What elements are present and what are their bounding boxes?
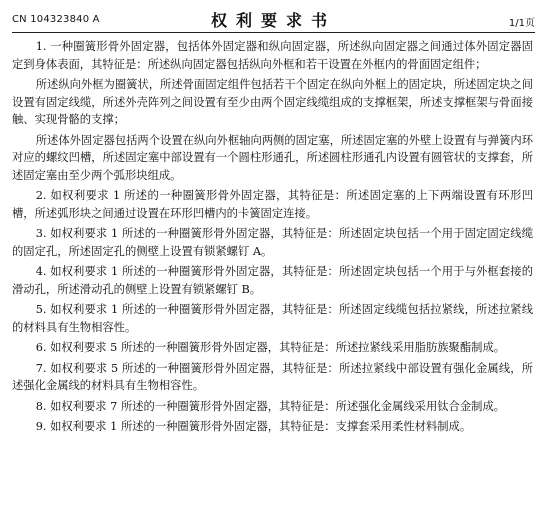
claim-9: 9. 如权利要求 1 所述的一种圈簧形骨外固定器，其特征是：支撑套采用柔性材料制成。 [35,420,472,433]
claim-1-paragraph: 所述纵向外框为圈簧状，所述骨面固定组件包括若干个固定在纵向外框上的固定块，所述固定块之间设置有固定线缆，所述外壳阵列之间设置有至少由两个固定线缆组成的支撑框架，所述支撑框架与骨面接触、实现骨骼的支撑； [12,78,533,126]
page-header [12,8,535,30]
claim-8: 8. 如权利要求 7 所述的一种圈簧形骨外固定器，其特征是：所述强化金属线采用钛合金制成。 [35,399,506,413]
claims-body [12,38,533,439]
claim-2: 2. 如权利要求 1 所述的一种圈簧形骨外固定器，其特征是：所述固定塞的上下两端设置有环形凹槽，所述弧形块之间通过设置在环形凹槽内的卡簧固定连接。 [12,189,533,220]
publication-number: CN 104323840 A [12,14,100,25]
claim-5: 5. 如权利要求 1 所述的一种圈簧形骨外固定器，其特征是：所述固定线缆包括拉紧线，所述拉紧线的材料具有生物相容性。 [12,303,533,334]
header-rule [12,32,535,33]
claim-1-paragraph: 1. 一种圈簧形骨外固定器，包括体外固定器和纵向固定器，所述纵向固定器之间通过体外固定器固定到身体表面，其特征是：所述纵向固定器包括纵向外框和若干设置在外框内的骨面固定组件； [12,40,533,71]
claim-3: 3. 如权利要求 1 所述的一种圈簧形骨外固定器，其特征是：所述固定块包括一个用于固定固定线缆的固定孔，所述固定孔的侧壁上设置有锁紧螺钉 A。 [12,227,533,258]
claim-7: 7. 如权利要求 5 所述的一种圈簧形骨外固定器，其特征是：所述拉紧线中部设置有强化金属线，所述强化金属线的材料具有生物相容性。 [12,361,533,392]
document-title: 权利要求书 [210,11,336,30]
claim-1-paragraph: 所述体外固定器包括两个设置在纵向外框轴向两侧的固定塞，所述固定塞的外壁上设置有与弹簧内环对应的螺纹凹槽，所述固定塞中部设置有一个圆柱形通孔，所述圆柱形通孔内设置有圆管状的支撑套，所述固定塞由至少两个弧形块组成。 [12,133,533,182]
claim-6: 6. 如权利要求 5 所述的一种圈簧形骨外固定器，其特征是：所述拉紧线采用脂肪族聚酯制成。 [35,341,506,354]
claim-4: 4. 如权利要求 1 所述的一种圈簧形骨外固定器，其特征是：所述固定块包括一个用于与外框套接的滑动孔，所述滑动孔的侧壁上设置有锁紧螺钉 B。 [12,265,533,296]
page-indicator: 1/1页 [508,18,535,29]
